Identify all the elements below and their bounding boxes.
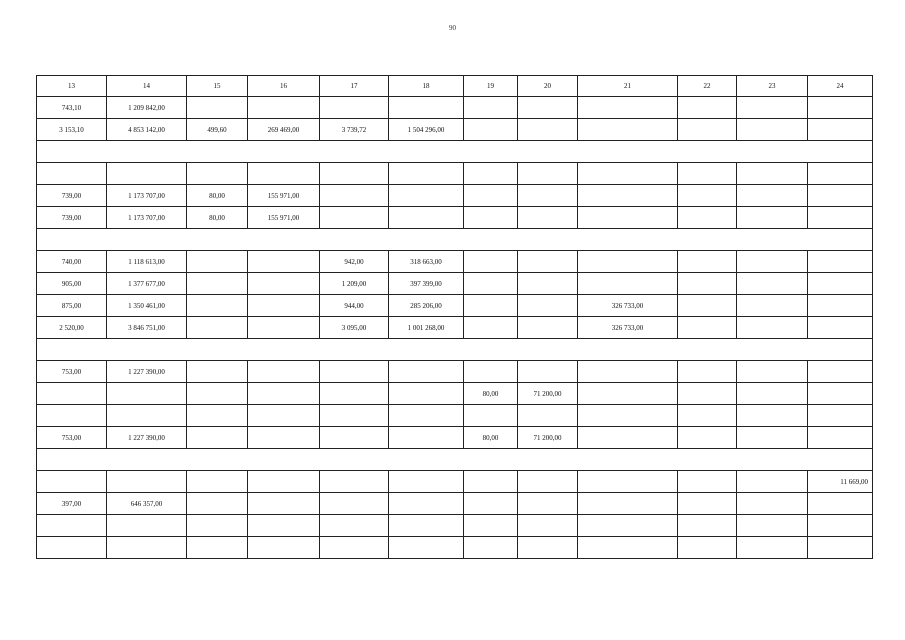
table-cell: 646 357,00 <box>107 493 187 515</box>
section-cell <box>37 141 873 163</box>
table-cell: 740,00 <box>37 251 107 273</box>
table-cell <box>187 97 248 119</box>
table-cell <box>737 537 808 559</box>
table-cell <box>248 383 320 405</box>
table-cell: 80,00 <box>464 383 518 405</box>
table-cell <box>518 537 578 559</box>
table-cell: 1 227 390,00 <box>107 361 187 383</box>
table-cell <box>320 185 389 207</box>
table-cell <box>678 537 737 559</box>
table-row <box>37 163 873 185</box>
table-cell <box>578 361 678 383</box>
table-cell: 1 173 707,00 <box>107 185 187 207</box>
table-cell <box>808 295 873 317</box>
table-cell <box>464 515 518 537</box>
table-row <box>37 361 873 383</box>
table-cell <box>518 493 578 515</box>
table-cell <box>107 537 187 559</box>
table-cell <box>808 405 873 427</box>
table-cell <box>518 515 578 537</box>
table-cell <box>578 163 678 185</box>
table-cell: 326 733,00 <box>578 317 678 339</box>
table-cell <box>187 251 248 273</box>
table-cell: 1 209 842,00 <box>107 97 187 119</box>
table-cell <box>737 163 808 185</box>
table-cell <box>518 97 578 119</box>
table-cell <box>464 119 518 141</box>
table-cell <box>737 361 808 383</box>
table-cell: 318 663,00 <box>389 251 464 273</box>
table-cell <box>464 163 518 185</box>
table-cell <box>187 295 248 317</box>
table-cell <box>678 493 737 515</box>
page-number: 90 <box>449 24 456 32</box>
table-cell: 499,60 <box>187 119 248 141</box>
table-cell <box>187 471 248 493</box>
table-cell <box>678 427 737 449</box>
section-cell <box>37 449 873 471</box>
table-cell <box>248 405 320 427</box>
column-header: 18 <box>389 76 464 97</box>
table-cell <box>248 427 320 449</box>
column-header: 17 <box>320 76 389 97</box>
table-cell <box>737 383 808 405</box>
table-cell: 397,00 <box>37 493 107 515</box>
table-cell <box>187 537 248 559</box>
table-cell <box>518 251 578 273</box>
table-cell <box>518 295 578 317</box>
table-row <box>37 515 873 537</box>
table-cell <box>464 317 518 339</box>
section-row <box>37 339 873 361</box>
table-cell <box>518 119 578 141</box>
table-cell <box>578 185 678 207</box>
section-row <box>37 449 873 471</box>
table-cell: 397 399,00 <box>389 273 464 295</box>
table-cell <box>678 295 737 317</box>
table-cell <box>808 251 873 273</box>
section-cell <box>37 229 873 251</box>
table-cell <box>389 537 464 559</box>
table-cell: 80,00 <box>187 185 248 207</box>
table-cell <box>808 119 873 141</box>
table-cell <box>389 493 464 515</box>
table-cell: 1 504 296,00 <box>389 119 464 141</box>
table-cell <box>464 537 518 559</box>
table-cell <box>187 383 248 405</box>
table-cell: 80,00 <box>187 207 248 229</box>
table-cell <box>808 207 873 229</box>
table-cell <box>248 515 320 537</box>
table-cell: 3 095,00 <box>320 317 389 339</box>
table-cell <box>578 537 678 559</box>
table-cell <box>808 97 873 119</box>
table-cell <box>37 163 107 185</box>
table-cell <box>389 97 464 119</box>
table-cell <box>37 537 107 559</box>
table-cell <box>389 405 464 427</box>
table-cell <box>37 383 107 405</box>
header-row <box>37 76 873 97</box>
table-cell <box>518 207 578 229</box>
table-cell: 944,00 <box>320 295 389 317</box>
table-row <box>37 185 873 207</box>
column-header: 20 <box>518 76 578 97</box>
table-cell <box>678 515 737 537</box>
table-row <box>37 405 873 427</box>
table-cell <box>248 493 320 515</box>
table-cell <box>518 163 578 185</box>
table-cell: 905,00 <box>37 273 107 295</box>
table-cell <box>737 295 808 317</box>
table-cell <box>320 383 389 405</box>
table-cell: 155 971,00 <box>248 207 320 229</box>
table-cell: 3 153,10 <box>37 119 107 141</box>
table-cell <box>808 361 873 383</box>
table-cell: 743,10 <box>37 97 107 119</box>
table-row <box>37 493 873 515</box>
table-cell <box>248 97 320 119</box>
table-cell: 1 350 461,00 <box>107 295 187 317</box>
table-cell: 753,00 <box>37 361 107 383</box>
table-cell: 71 200,00 <box>518 383 578 405</box>
table-cell <box>678 471 737 493</box>
table-cell: 739,00 <box>37 185 107 207</box>
table-cell <box>737 273 808 295</box>
table-cell <box>248 251 320 273</box>
table-cell <box>808 427 873 449</box>
table-cell: 1 173 707,00 <box>107 207 187 229</box>
table-cell <box>389 163 464 185</box>
table-cell <box>464 207 518 229</box>
table-cell <box>808 493 873 515</box>
table-cell <box>248 295 320 317</box>
table-cell <box>464 97 518 119</box>
table-cell: 269 469,00 <box>248 119 320 141</box>
table-cell <box>248 471 320 493</box>
table-cell <box>737 185 808 207</box>
table-row <box>37 97 873 119</box>
column-header: 24 <box>808 76 873 97</box>
table-cell <box>389 427 464 449</box>
table-body <box>37 76 873 559</box>
table-cell <box>578 273 678 295</box>
table-cell <box>578 427 678 449</box>
column-header: 22 <box>678 76 737 97</box>
table-cell <box>320 207 389 229</box>
table-cell <box>578 251 678 273</box>
table-cell <box>578 493 678 515</box>
table-cell <box>464 273 518 295</box>
table-cell <box>464 185 518 207</box>
table-cell <box>107 383 187 405</box>
table-cell <box>107 405 187 427</box>
table-cell <box>464 493 518 515</box>
table-cell <box>187 515 248 537</box>
table-cell <box>107 471 187 493</box>
table-row <box>37 471 873 493</box>
table-cell: 326 733,00 <box>578 295 678 317</box>
table-row <box>37 427 873 449</box>
table-cell <box>320 493 389 515</box>
table-cell <box>678 405 737 427</box>
table-cell <box>518 405 578 427</box>
table-row <box>37 273 873 295</box>
table-cell <box>808 185 873 207</box>
table-cell <box>737 471 808 493</box>
table-cell: 80,00 <box>464 427 518 449</box>
table-cell <box>320 97 389 119</box>
table-cell <box>107 163 187 185</box>
table-cell <box>248 361 320 383</box>
table-cell <box>578 383 678 405</box>
column-header: 19 <box>464 76 518 97</box>
table-cell <box>737 207 808 229</box>
table-cell <box>678 383 737 405</box>
table-cell <box>737 119 808 141</box>
table-row <box>37 537 873 559</box>
table-row <box>37 207 873 229</box>
table-cell <box>187 163 248 185</box>
table-cell: 3 846 751,00 <box>107 317 187 339</box>
table-cell <box>578 471 678 493</box>
table-cell <box>678 185 737 207</box>
table-cell <box>248 273 320 295</box>
table-cell <box>389 471 464 493</box>
table-cell <box>737 405 808 427</box>
table-cell <box>389 361 464 383</box>
table-cell <box>389 383 464 405</box>
table-cell <box>187 317 248 339</box>
table-cell <box>678 163 737 185</box>
table-cell <box>808 273 873 295</box>
section-row <box>37 229 873 251</box>
table-cell <box>808 383 873 405</box>
table-cell: 875,00 <box>37 295 107 317</box>
table-cell <box>464 471 518 493</box>
table-cell: 1 001 268,00 <box>389 317 464 339</box>
table-cell <box>389 207 464 229</box>
table-cell <box>678 273 737 295</box>
table-cell <box>737 515 808 537</box>
table-cell <box>518 273 578 295</box>
table-cell <box>678 317 737 339</box>
table-cell <box>518 361 578 383</box>
table-cell <box>737 493 808 515</box>
column-header: 21 <box>578 76 678 97</box>
column-header: 16 <box>248 76 320 97</box>
column-header: 14 <box>107 76 187 97</box>
table-cell <box>678 361 737 383</box>
table-cell <box>464 405 518 427</box>
section-cell <box>37 339 873 361</box>
table-cell <box>464 251 518 273</box>
table-cell: 155 971,00 <box>248 185 320 207</box>
table-cell <box>320 515 389 537</box>
table-cell <box>107 515 187 537</box>
table-cell <box>187 427 248 449</box>
table-cell <box>737 97 808 119</box>
column-header: 13 <box>37 76 107 97</box>
table-cell <box>578 207 678 229</box>
table-cell <box>518 317 578 339</box>
table-cell <box>808 537 873 559</box>
table-row <box>37 251 873 273</box>
table-cell: 1 377 677,00 <box>107 273 187 295</box>
table-cell: 1 209,00 <box>320 273 389 295</box>
table-cell <box>737 317 808 339</box>
table-cell <box>37 515 107 537</box>
table-cell <box>320 405 389 427</box>
table-cell <box>37 405 107 427</box>
table-cell <box>737 251 808 273</box>
table-cell: 4 853 142,00 <box>107 119 187 141</box>
table-cell: 942,00 <box>320 251 389 273</box>
table-cell <box>808 163 873 185</box>
table-cell: 753,00 <box>37 427 107 449</box>
table-row <box>37 383 873 405</box>
table-cell <box>320 361 389 383</box>
table-cell <box>248 537 320 559</box>
table-cell <box>248 317 320 339</box>
table-cell <box>389 185 464 207</box>
table-cell <box>187 493 248 515</box>
table-cell <box>808 317 873 339</box>
table-row <box>37 119 873 141</box>
table-cell: 739,00 <box>37 207 107 229</box>
table-cell: 3 739,72 <box>320 119 389 141</box>
table-cell <box>389 515 464 537</box>
table-cell <box>678 251 737 273</box>
table-cell: 11 669,00 <box>808 471 873 493</box>
data-table <box>36 75 873 559</box>
table-cell <box>320 537 389 559</box>
table-cell <box>464 295 518 317</box>
table-cell <box>678 207 737 229</box>
table-cell <box>187 273 248 295</box>
table-cell <box>187 405 248 427</box>
table-cell <box>808 515 873 537</box>
section-row <box>37 141 873 163</box>
table-cell <box>320 427 389 449</box>
table-cell: 1 227 390,00 <box>107 427 187 449</box>
table-cell <box>578 405 678 427</box>
table-cell <box>737 427 808 449</box>
table-row <box>37 295 873 317</box>
table-cell <box>320 163 389 185</box>
table-cell <box>187 361 248 383</box>
column-header: 23 <box>737 76 808 97</box>
table-cell <box>320 471 389 493</box>
table-cell <box>578 119 678 141</box>
table-cell <box>678 119 737 141</box>
table-cell <box>578 515 678 537</box>
table-cell: 285 206,00 <box>389 295 464 317</box>
table-cell <box>678 97 737 119</box>
table-cell <box>518 185 578 207</box>
column-header: 15 <box>187 76 248 97</box>
table-row <box>37 317 873 339</box>
table-cell: 71 200,00 <box>518 427 578 449</box>
table-cell <box>248 163 320 185</box>
table-cell: 1 118 613,00 <box>107 251 187 273</box>
table-cell <box>37 471 107 493</box>
table-cell <box>464 361 518 383</box>
table-cell <box>518 471 578 493</box>
table-cell <box>578 97 678 119</box>
table-cell: 2 520,00 <box>37 317 107 339</box>
